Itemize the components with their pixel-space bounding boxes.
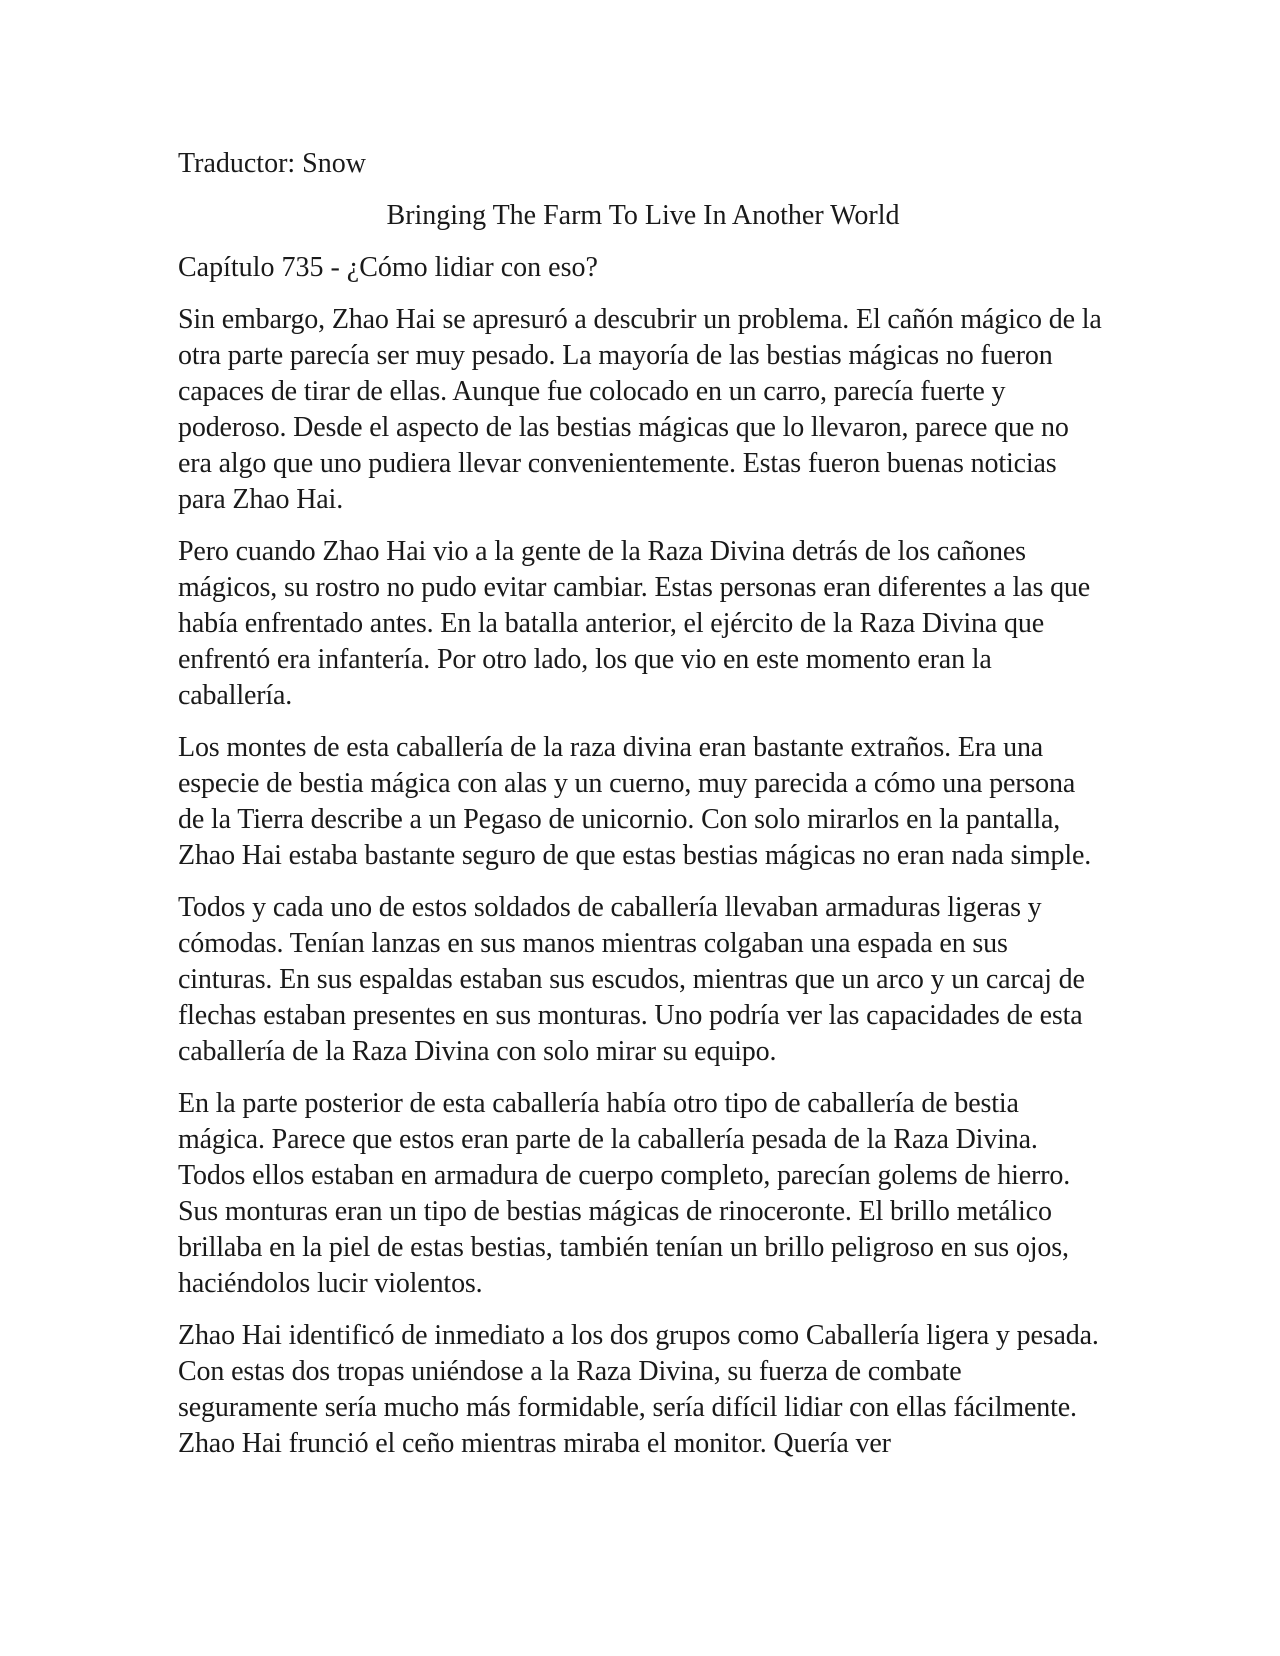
paragraph: Zhao Hai identificó de inmediato a los dos grupos como Caballería ligera y pesada. Con estas dos tropas uniéndose a la Raza Divina, su fuerza de combate seguramente sería mucho más formidable, sería difícil lidiar con ellas fácilmente. Zhao Hai frunció el ceño mientras miraba el monitor. Quería ver	[178, 1320, 1099, 1459]
paragraph: Sin embargo, Zhao Hai se apresuró a descubrir un problema. El cañón mágico de la otra parte parecía ser muy pesado. La mayoría de las bestias mágicas no fueron capaces de tirar de ellas. Aunque fue colocado en un carro, parecía fuerte y poderoso. Desde el aspecto de las bestias mágicas que lo llevaron, parece que no era algo que uno pudiera llevar convenientemente. Estas fueron buenas noticias para Zhao Hai.	[178, 304, 1102, 515]
document-page	[178, 146, 1108, 1478]
paragraph: Todos y cada uno de estos soldados de caballería llevaban armaduras ligeras y cómodas. Tenían lanzas en sus manos mientras colgaban una espada en sus cinturas. En sus espaldas estaban sus escudos, mientras que un arco y un carcaj de flechas estaban presentes en sus monturas. Uno podría ver las capacidades de esta caballería de la Raza Divina con solo mirar su equipo.	[178, 892, 1085, 1067]
paragraph: Los montes de esta caballería de la raza divina eran bastante extraños. Era una especie de bestia mágica con alas y un cuerno, muy parecida a cómo una persona de la Tierra describe a un Pegaso de unicornio. Con solo mirarlos en la pantalla, Zhao Hai estaba bastante seguro de que estas bestias mágicas no eran nada simple.	[178, 732, 1092, 871]
book-title: Bringing The Farm To Live In Another World	[386, 200, 900, 231]
paragraph: En la parte posterior de esta caballería había otro tipo de caballería de bestia mágica. Parece que estos eran parte de la caballería pesada de la Raza Divina. Todos ellos estaban en armadura de cuerpo completo, parecían golems de hierro. Sus monturas eran un tipo de bestias mágicas de rinoceronte. El brillo metálico brillaba en la piel de estas bestias, también tenían un brillo peligroso en sus ojos, haciéndolos lucir violentos.	[178, 1088, 1071, 1299]
chapter-title: Capítulo 735 - ¿Cómo lidiar con eso?	[178, 252, 598, 283]
translator-credit: Traductor: Snow	[178, 148, 366, 179]
paragraph: Pero cuando Zhao Hai vio a la gente de la Raza Divina detrás de los cañones mágicos, su rostro no pudo evitar cambiar. Estas personas eran diferentes a las que había enfrentado antes. En la batalla anterior, el ejército de la Raza Divina que enfrentó era infantería. Por otro lado, los que vio en este momento eran la caballería.	[178, 536, 1091, 711]
chapter-body	[178, 302, 1108, 1462]
